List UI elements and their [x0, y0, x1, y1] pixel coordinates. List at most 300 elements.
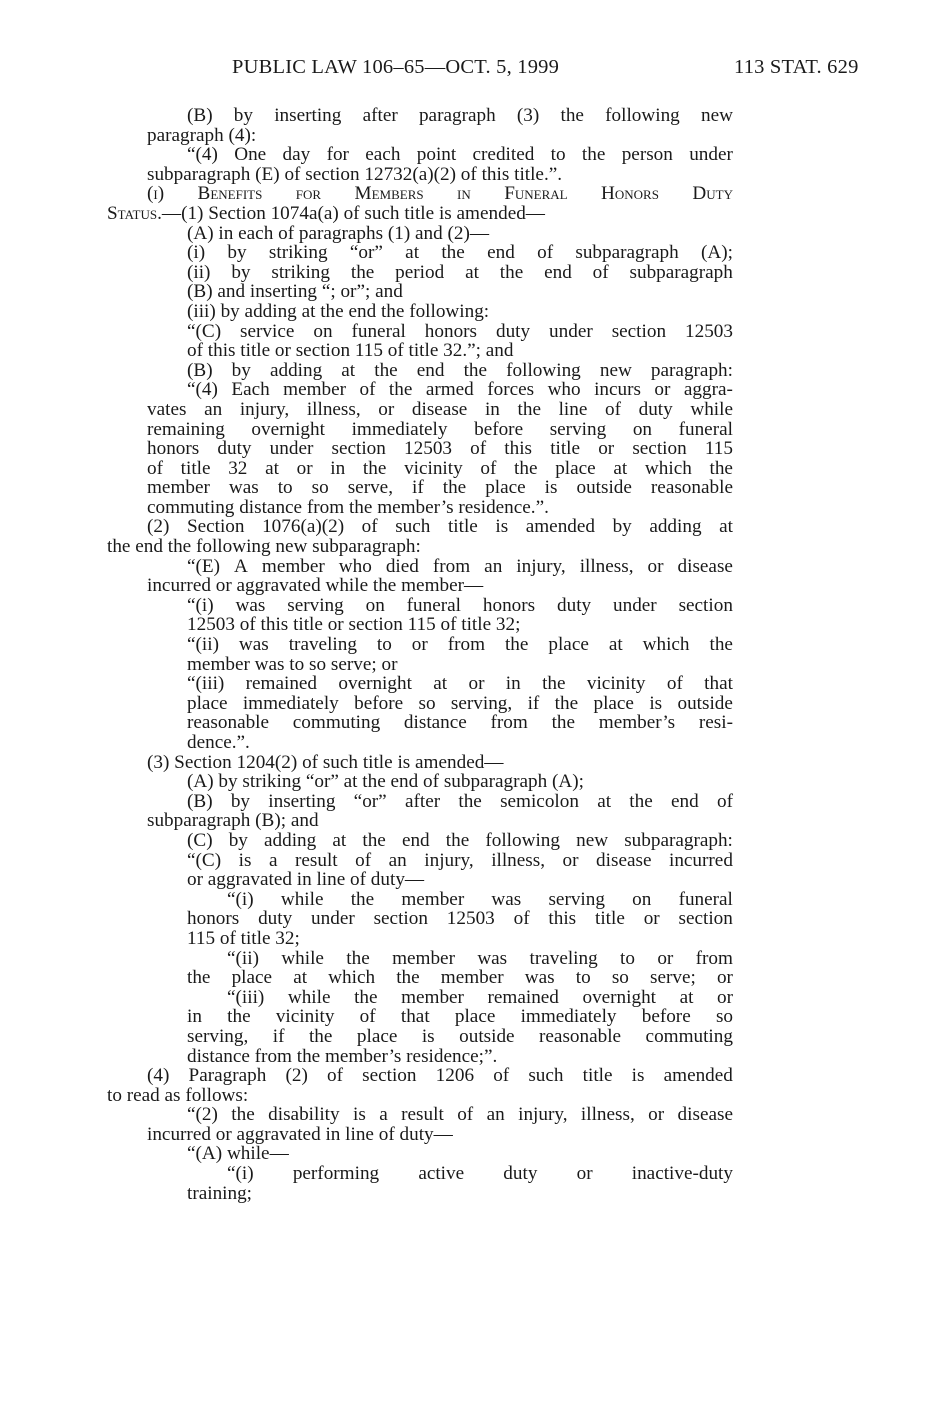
text-line: [107, 1007, 733, 1027]
line-text: paragraph (4):: [147, 124, 257, 146]
word: amended: [525, 516, 595, 538]
word: honors: [147, 438, 200, 460]
word: aggra-: [683, 379, 733, 401]
word: outside: [576, 477, 632, 499]
word: Benefits: [197, 183, 263, 205]
text-line: [107, 302, 733, 322]
word: overnight: [338, 673, 412, 695]
word: of: [592, 261, 609, 283]
word: after: [362, 105, 398, 126]
word: place: [454, 1006, 496, 1028]
line-text: 115 of title 32;: [187, 927, 300, 949]
word: is: [421, 1025, 435, 1047]
word: semicolon: [500, 790, 579, 812]
word: “or”: [353, 790, 387, 812]
text-line: [107, 1184, 733, 1204]
word: “(4): [187, 379, 218, 401]
line-text: (iii) by adding at the end the following:: [187, 300, 490, 322]
word: of: [457, 1104, 474, 1126]
word: before: [354, 692, 404, 714]
line-text: subparagraph (E) of section 12732(a)(2) of this title.”.: [147, 163, 563, 185]
word: day: [282, 144, 311, 166]
word: vates: [147, 398, 187, 420]
word: honors: [187, 908, 240, 930]
word: result: [294, 849, 338, 871]
word: in: [484, 398, 500, 420]
word: forces: [487, 379, 535, 401]
word: the: [362, 457, 387, 479]
word: such: [395, 516, 431, 538]
word: illness,: [579, 555, 634, 577]
word: vicinity: [404, 457, 463, 479]
word: traveling: [529, 947, 598, 969]
word: or: [378, 398, 395, 420]
word: remaining: [147, 418, 225, 440]
word: the: [560, 105, 584, 126]
word: at: [608, 634, 623, 656]
word: “(C): [187, 320, 222, 342]
text-line: [107, 733, 733, 753]
line-text: “(A) while—: [187, 1143, 289, 1165]
word: of: [361, 516, 378, 538]
word: (2): [285, 1065, 308, 1087]
word: the: [517, 398, 541, 420]
word: reasonable: [539, 1025, 622, 1047]
word: the: [441, 242, 465, 264]
word: place: [548, 634, 589, 656]
word: honors: [482, 594, 536, 616]
line-text: member was to so serve; or: [187, 653, 398, 675]
word: the: [354, 986, 378, 1008]
word: period: [395, 261, 445, 283]
word: “(iii): [187, 673, 225, 695]
word: the: [542, 673, 566, 695]
text-line: [107, 478, 733, 498]
word: following: [485, 829, 560, 851]
word: was: [477, 947, 508, 969]
word: at: [465, 261, 479, 283]
word: traveling: [288, 634, 357, 656]
word: reasonable: [187, 712, 270, 734]
word: section: [678, 908, 733, 930]
word: end: [401, 829, 430, 851]
word: place: [231, 967, 273, 989]
word: serving,: [187, 1025, 249, 1047]
word: from: [432, 555, 471, 577]
word: is: [631, 1065, 645, 1087]
word: of: [666, 673, 683, 695]
text-line: [107, 596, 733, 616]
word: person: [621, 144, 673, 166]
word: member: [440, 967, 504, 989]
word: if: [412, 477, 424, 499]
word: of: [537, 242, 554, 264]
text-line: [107, 380, 733, 400]
word: so: [715, 1006, 733, 1028]
word: funeral: [351, 320, 406, 342]
text-line: [107, 224, 733, 244]
word: under: [311, 908, 355, 930]
word: the: [554, 692, 579, 714]
text-line: [107, 968, 733, 988]
word: commuting: [292, 712, 381, 734]
text-line: [107, 949, 733, 969]
line-text: incurred or aggravated in line of duty—: [147, 1123, 453, 1145]
word: 32: [228, 457, 248, 479]
word: or: [598, 438, 615, 460]
word: the: [350, 261, 375, 283]
word: subparagraph: [575, 242, 679, 264]
word: “or”: [349, 242, 383, 264]
word: duty: [638, 398, 673, 420]
word: for: [295, 183, 322, 205]
text-line: [107, 126, 733, 146]
line-text: commuting distance from the member’s residence.”.: [147, 496, 549, 518]
word: before: [474, 418, 524, 440]
word: (ii): [187, 261, 211, 283]
text-line: [107, 145, 733, 165]
text-line: [107, 576, 733, 596]
word: died: [385, 555, 419, 577]
word: “(i): [227, 888, 254, 910]
word: duty: [258, 908, 293, 930]
word: on: [365, 594, 385, 616]
text-line: [107, 615, 733, 635]
word: is: [238, 849, 252, 871]
text-line: [107, 459, 733, 479]
word: a: [268, 849, 278, 871]
word: (i): [147, 183, 165, 205]
word: (2): [147, 516, 170, 538]
word: honors: [424, 320, 478, 342]
word: Funeral: [504, 183, 568, 205]
word: by: [231, 261, 251, 283]
word: of: [327, 1065, 343, 1087]
word: new: [599, 359, 632, 381]
word: duty: [217, 438, 252, 460]
word: “(i): [187, 594, 214, 616]
word: of: [359, 1006, 376, 1028]
word: (B): [187, 359, 213, 381]
word: remained: [487, 986, 559, 1008]
word: Duty: [692, 183, 733, 205]
line-text: to read as follows:: [107, 1084, 249, 1106]
word: by: [228, 829, 248, 851]
word: such: [528, 1065, 564, 1087]
text-line: [107, 420, 733, 440]
word: from: [490, 712, 528, 734]
word: of: [147, 457, 163, 479]
word: at: [293, 967, 308, 989]
word: an: [204, 398, 223, 420]
word: subparagraph: [629, 261, 733, 283]
word: place: [356, 1025, 398, 1047]
word: disability: [268, 1104, 340, 1126]
word: service: [240, 320, 295, 342]
word: result: [401, 1104, 444, 1126]
word: injury,: [518, 1104, 568, 1126]
word: “(i): [227, 1163, 254, 1185]
word: 12503: [446, 908, 495, 930]
word: each: [365, 144, 401, 166]
word: or: [411, 634, 428, 656]
text-line: [107, 772, 733, 792]
word: disease: [677, 555, 733, 577]
word: resi-: [698, 712, 733, 734]
word: or: [643, 908, 660, 930]
word: overnight: [582, 986, 657, 1008]
text-line: [107, 811, 733, 831]
word: an: [388, 849, 407, 871]
word: title: [447, 516, 478, 538]
word: by: [230, 790, 251, 812]
word: under: [689, 144, 733, 166]
text-line: [107, 361, 733, 381]
word: adding: [649, 516, 702, 538]
word: if: [527, 692, 540, 714]
word: of: [493, 1065, 510, 1087]
word: at: [341, 359, 356, 381]
word: title: [595, 908, 625, 930]
word: was: [491, 888, 522, 910]
word: before: [641, 1006, 691, 1028]
line-text: (A) in each of paragraphs (1) and (2)—: [187, 222, 490, 244]
word: striking: [268, 242, 328, 264]
word: in: [457, 183, 471, 205]
running-header: [0, 56, 946, 86]
word: is: [649, 692, 663, 714]
word: Each: [231, 379, 270, 401]
word: that: [704, 673, 733, 695]
word: the: [709, 457, 733, 479]
word: adding: [264, 829, 317, 851]
word: for: [326, 144, 349, 166]
word: of: [605, 398, 621, 420]
word: member: [147, 477, 210, 499]
word: the: [350, 888, 375, 910]
text-line: [107, 851, 733, 871]
word: at: [679, 986, 694, 1008]
text-line: [107, 243, 733, 263]
word: by: [612, 516, 632, 538]
line-text: of this title or section 115 of title 32.”; and: [187, 340, 514, 362]
statute-text-body: [107, 106, 733, 1203]
word: duty: [557, 594, 592, 616]
text-line: [107, 341, 733, 361]
word: new: [576, 829, 609, 851]
word: on: [632, 418, 652, 440]
text-line: [107, 1047, 733, 1067]
word: the: [551, 712, 576, 734]
word: “(iii): [227, 986, 265, 1008]
word: at: [597, 790, 612, 812]
word: remained: [245, 673, 318, 695]
word: member: [392, 947, 455, 969]
word: of: [716, 790, 733, 812]
word: under: [269, 438, 314, 460]
word: section: [331, 438, 386, 460]
line-text: dence.”.: [187, 732, 250, 753]
word: new: [701, 105, 733, 126]
word: immediately: [520, 1006, 617, 1028]
word: if: [272, 1025, 285, 1047]
word: by: [233, 105, 253, 126]
text-line: [107, 929, 733, 949]
word: by: [227, 242, 247, 264]
word: end: [487, 242, 515, 264]
line-text: (3) Section 1204(2) of such title is amended—: [147, 751, 504, 773]
word: (C): [187, 829, 213, 851]
word: duty: [495, 320, 531, 342]
word: title: [180, 457, 211, 479]
word: or: [657, 947, 674, 969]
word: serving: [548, 888, 605, 910]
word: is: [495, 516, 509, 538]
word: illness,: [306, 398, 361, 420]
text-line: [107, 1144, 733, 1164]
word: or: [562, 849, 579, 871]
text-line: [107, 498, 733, 518]
line-text: distance from the member’s residence;”.: [187, 1045, 498, 1067]
word: injury,: [424, 849, 474, 871]
word: at: [332, 829, 347, 851]
word: in: [330, 457, 346, 479]
word: end: [544, 261, 572, 283]
stat-page-number: 113 STAT. 629: [734, 56, 859, 78]
word: from: [447, 634, 486, 656]
word: of: [480, 457, 497, 479]
word: member’s: [598, 712, 676, 734]
word: amended: [663, 1065, 733, 1087]
text-line: [107, 322, 733, 342]
word: place: [555, 457, 596, 479]
word: serving: [549, 418, 607, 440]
word: section: [362, 1065, 417, 1087]
text-line: [107, 655, 733, 675]
word: immediately: [351, 418, 448, 440]
word: or: [468, 673, 485, 695]
word: so: [418, 692, 436, 714]
word: reasonable: [650, 477, 733, 499]
word: adding: [269, 359, 323, 381]
word: overnight: [251, 418, 325, 440]
word: was: [228, 477, 259, 499]
word: in: [187, 1006, 202, 1028]
word: credited: [472, 144, 535, 166]
word: serving: [287, 594, 344, 616]
text-line: [107, 400, 733, 420]
word: section: [373, 908, 428, 930]
word: was: [235, 594, 266, 616]
text-line: [107, 890, 733, 910]
text-line: [107, 635, 733, 655]
text-line: [107, 537, 733, 557]
word: active: [418, 1163, 465, 1185]
text-line: [107, 870, 733, 890]
word: subparagraph:: [624, 829, 733, 851]
word: from: [695, 947, 733, 969]
word: at: [613, 457, 628, 479]
line-text: incurred or aggravated while the member—: [147, 575, 484, 597]
word: the: [388, 379, 413, 401]
word: the: [514, 457, 538, 479]
word: commuting: [645, 1025, 733, 1047]
word: or: [576, 1163, 593, 1185]
word: the: [442, 477, 467, 499]
word: at: [405, 242, 420, 264]
word: of: [470, 438, 487, 460]
text-line: [107, 439, 733, 459]
word: the: [499, 261, 524, 283]
word: duty: [503, 1163, 538, 1185]
word: (B): [187, 105, 213, 126]
text-line: [107, 1086, 733, 1106]
word: was: [238, 634, 269, 656]
text-line: [107, 713, 733, 733]
text-line: [107, 831, 733, 851]
word: end: [416, 359, 445, 381]
word: distance: [403, 712, 467, 734]
word: serve,: [347, 477, 393, 499]
text-line: [107, 1105, 733, 1125]
word: funeral: [678, 418, 733, 440]
word: inserting: [268, 790, 336, 812]
word: illness,: [580, 1104, 635, 1126]
text-line: [107, 263, 733, 283]
word: in: [505, 673, 521, 695]
text-line: [107, 184, 733, 204]
word: end: [671, 790, 699, 812]
small-caps-heading: Status.: [107, 202, 162, 224]
word: so: [611, 967, 629, 989]
word: (4): [147, 1065, 170, 1087]
word: at: [433, 673, 448, 695]
word: member: [401, 888, 465, 910]
word: to: [550, 144, 566, 166]
word: this: [548, 908, 577, 930]
word: on: [313, 320, 333, 342]
word: 1206: [435, 1065, 475, 1087]
word: which: [328, 967, 376, 989]
word: disease: [411, 398, 468, 420]
word: the: [463, 359, 488, 381]
word: section: [632, 438, 687, 460]
public-law-citation: PUBLIC LAW 106–65—OCT. 5, 1999: [232, 56, 560, 78]
word: a: [379, 1104, 388, 1126]
word: place: [593, 692, 634, 714]
word: the: [231, 1104, 255, 1126]
line-text: or aggravated in line of duty—: [187, 869, 425, 891]
word: disease: [677, 1104, 733, 1126]
word: while: [281, 947, 324, 969]
word: the: [346, 947, 370, 969]
word: A: [234, 555, 248, 577]
word: is: [544, 477, 558, 499]
line-text: subparagraph (B); and: [147, 810, 319, 832]
word: the: [445, 829, 470, 851]
word: immediately: [242, 692, 339, 714]
word: One: [234, 144, 267, 166]
word: Paragraph: [188, 1065, 267, 1087]
word: member: [261, 555, 325, 577]
word: disease: [596, 849, 652, 871]
word: or: [647, 555, 664, 577]
word: to: [277, 477, 293, 499]
line-text: 12503 of this title or section 115 of title 32;: [187, 614, 521, 636]
word: paragraph: [418, 105, 496, 126]
text-line: [107, 909, 733, 929]
word: the: [709, 634, 733, 656]
